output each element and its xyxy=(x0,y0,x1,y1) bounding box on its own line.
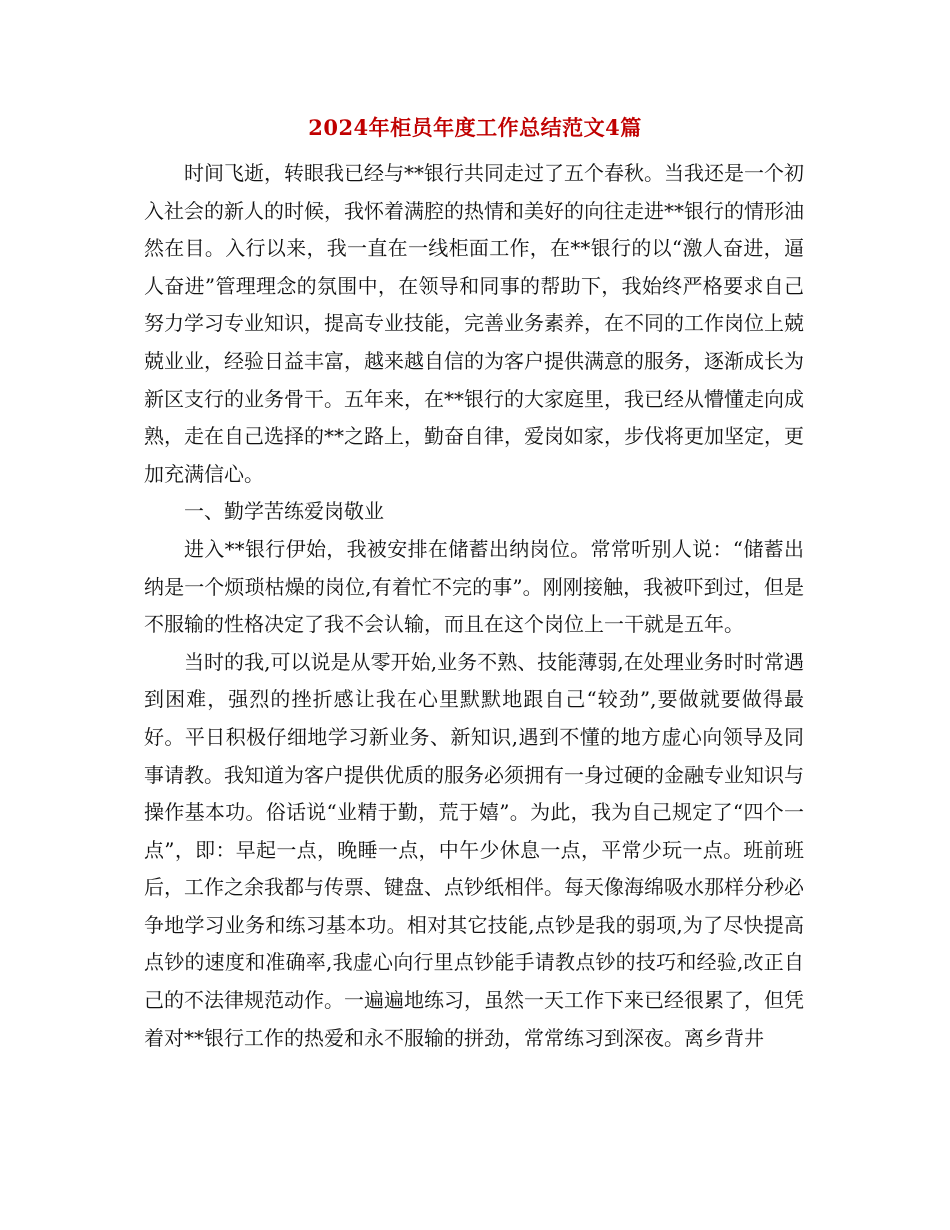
paragraph-intro: 时间飞逝，转眼我已经与**银行共同走过了五个春秋。当我还是一个初入社会的新人的时候，我怀着满腔的热情和美好的向往走进**银行的情形油然在目。入行以来，我一直在一线柜面工作，在**银行的以“激人奋进，逼人奋进”管理理念的氛围中，在领导和同事的帮助下，我始终严格要求自己努力学习专业知识，提高专业技能，完善业务素养，在不同的工作岗位上兢兢业业，经验日益丰富，越来越自信的为客户提供满意的服务，逐渐成长为新区支行的业务骨干。五年来，在**银行的大家庭里，我已经从懵懂走向成熟，走在自己选择的**之路上，勤奋自律，爱岗如家，步伐将更加坚定，更加充满信心。 xyxy=(144,161,804,486)
section-heading-1: 一、勤学苦练爱岗敬业 xyxy=(184,499,384,524)
paragraph-section1-b: 当时的我,可以说是从零开始,业务不熟、技能薄弱,在处理业务时时常遇到困难，强烈的挫折感让我在心里默默地跟自己“较劲”,要做就要做得最好。平日积极仔细地学习新业务、新知识,遇到不懂的地方虚心向领导及同事请教。我知道为客户提供优质的服务必须拥有一身过硬的金融专业知识与操作基本功。俗话说“业精于勤，荒于嬉”。为此，我为自己规定了“四个一点”，即：早起一点，晚睡一点，中午少休息一点，平常少玩一点。班前班后，工作之余我都与传票、键盘、点钞纸相伴。每天像海绵吸水那样分秒必争地学习业务和练习基本功。相对其它技能,点钞是我的弱项,为了尽快提高点钞的速度和准确率,我虚心向行里点钞能手请教点钞的技巧和经验,改正自己的不法律规范动作。一遍遍地练习，虽然一天工作下来已经很累了，但凭着对**银行工作的热爱和永不服输的拼劲，常常练习到深夜。离乡背井 xyxy=(144,649,804,1050)
document-title: 2024年柜员年度工作总结范文4篇 xyxy=(308,115,642,140)
paragraph-section1-a: 进入**银行伊始，我被安排在储蓄出纳岗位。常常听别人说：“储蓄出纳是一个烦琐枯燥的岗位,有着忙不完的事”。刚刚接触，我被吓到过，但是不服输的性格决定了我不会认输，而且在这个岗位上一干就是五年。 xyxy=(144,536,804,637)
document-body xyxy=(144,155,804,1057)
